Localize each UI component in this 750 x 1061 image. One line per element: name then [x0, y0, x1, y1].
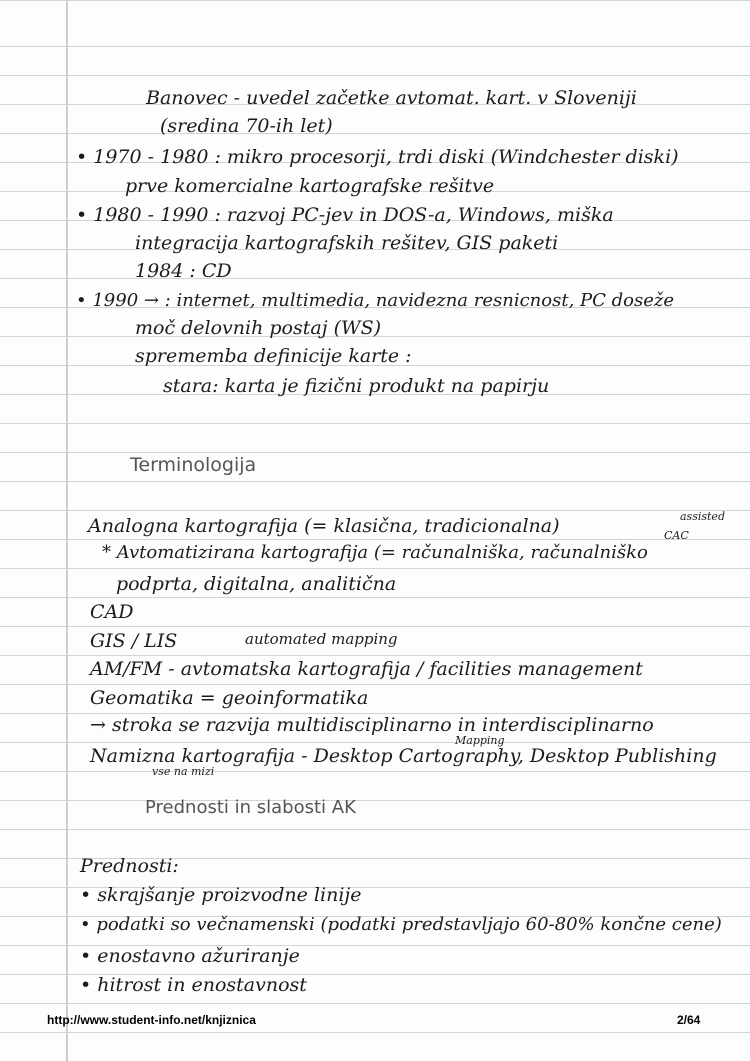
advantages-heading: Prednosti in slabosti AK — [145, 797, 356, 818]
history-line-3: • 1970 - 1980 : mikro procesorji, trdi diski (Windchester diski) — [76, 146, 679, 168]
term-line-4: CAD — [90, 601, 134, 623]
term-line-5: GIS / LIS — [90, 630, 178, 652]
page-number: 2/64 — [677, 1013, 701, 1027]
advantage-item: • hitrost in enostavnost — [80, 974, 307, 996]
history-line-9: moč delovnih postaj (WS) — [135, 317, 381, 339]
term-line-3: podprta, digitalna, analitična — [116, 573, 397, 595]
history-line-11: stara: karta je fizični produkt na papirju — [163, 375, 550, 397]
history-line-5: • 1980 - 1990 : razvoj PC-jev in DOS-a, Windows, miška — [76, 204, 614, 226]
history-line-1: Banovec - uvedel začetke avtomat. kart. v Sloveniji — [146, 87, 637, 109]
term-line-1: Analogna kartografija (= klasična, tradicionalna) — [88, 515, 560, 537]
advantage-item: • podatki so večnamenski (podatki predstavljajo 60-80% končne cene) — [80, 914, 722, 935]
history-line-6: integracija kartografskih rešitev, GIS paketi — [135, 232, 559, 254]
term-note-assisted: assisted — [680, 510, 725, 523]
term-note-automated-mapping: automated mapping — [245, 630, 398, 648]
term-note-mapping: Mapping — [455, 734, 505, 747]
margin-line — [66, 0, 68, 1061]
terminology-heading: Terminologija — [130, 454, 257, 476]
history-line-8: • 1990 → : internet, multimedia, navidezna resnicnost, PC doseže — [76, 290, 675, 311]
term-note-vse-na-mizi: vse na mizi — [152, 765, 215, 778]
history-line-10: sprememba definicije karte : — [135, 345, 412, 367]
history-line-4: prve komercialne kartografske rešitve — [125, 175, 495, 197]
term-line-9: Namizna kartografija - Desktop Cartography, Desktop Publishing — [90, 745, 717, 767]
advantage-item: • skrajšanje proizvodne linije — [80, 884, 362, 906]
history-line-7: 1984 : CD — [135, 260, 232, 282]
footer-url: http://www.student-info.net/knjiznica — [47, 1013, 256, 1027]
term-line-2: * Avtomatizirana kartografija (= računalniška, računalniško — [102, 542, 648, 563]
advantages-label: Prednosti: — [80, 855, 179, 877]
term-line-6: AM/FM - avtomatska kartografija / facilities management — [90, 658, 643, 680]
history-line-2: (sredina 70-ih let) — [160, 115, 333, 137]
term-line-8: → stroka se razvija multidisciplinarno in interdisciplinarno — [90, 714, 654, 736]
term-line-7: Geomatika = geoinformatika — [90, 687, 369, 709]
advantage-item: • enostavno ažuriranje — [80, 945, 300, 967]
term-note-cac: CAC — [664, 529, 689, 542]
